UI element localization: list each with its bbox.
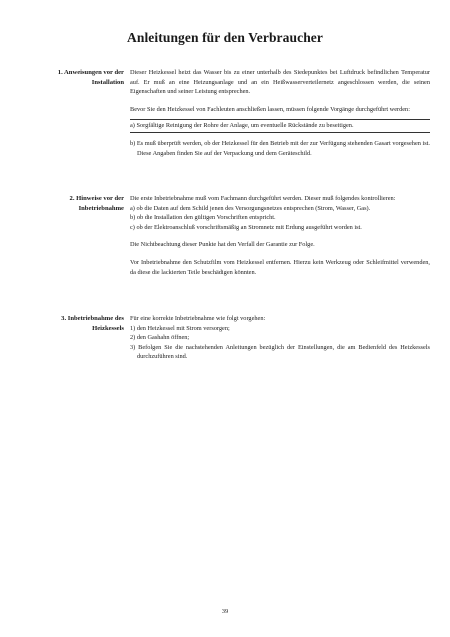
list-item: a) ob die Daten auf dem Schild jenen des Versorgungsnetzes entsprechen (Strom, Wasser, Gas). (130, 204, 371, 212)
section-label-line: Installation (91, 78, 124, 86)
paragraph: Die erste Inbetriebnahme muß vom Fachmann durchgeführt werden. Dieser muß folgendes kontrollieren: (130, 195, 396, 202)
section-label-line: Heizkessels (92, 324, 124, 332)
page-title: Anleitungen für den Verbraucher (127, 30, 323, 45)
section-label-line: 1. Anweisungen vor der (57, 69, 124, 76)
section-label-line: 3. Inbetriebnahme des (61, 315, 124, 322)
section-body (130, 68, 430, 158)
section-body (130, 314, 430, 362)
list-item: b) Es muß überprüft werden, ob der Heizkessel für den Betrieb mit der zur Verfügung stehenden Gasart vorgesehen ist. Diese Angaben finden Sie auf der Verpackung und dem Geräteschild. (130, 139, 430, 157)
list-item: 1) den Heizkessel mit Strom versorgen; (130, 324, 230, 332)
list-item: a) Sorgfältige Reinigung der Rohre der Anlage, um eventuelle Rückstände zu beseitigen. (130, 122, 354, 130)
section-body (130, 194, 430, 277)
list-item: 2) den Gashahn öffnen; (130, 334, 190, 342)
paragraph: Für eine korrekte Inbetriebnahme wie folgt vorgehen: (130, 315, 266, 322)
paragraph: Die Nichtbeachtung dieser Punkte hat den Verfall der Garantie zur Folge. (130, 241, 315, 249)
paragraph: Bevor Sie den Heizkessel von Fachleuten anschließen lassen, müssen folgende Vorgänge durchgeführt werden: (130, 105, 410, 113)
list-item: b) ob die Installation den gültigen Vorschriften entspricht. (130, 214, 276, 222)
page-number: 39 (221, 608, 229, 615)
section-label-line: 2. Hinweise vor der (69, 195, 124, 202)
section-label (18, 314, 124, 333)
section-label-line: Inbetriebnahme (78, 204, 124, 212)
list-item: c) ob der Elektroanschluß vorschriftsmäßig an Stromnetz mit Erdung ausgeführt worden ist. (130, 223, 362, 231)
paragraph: Vor Inbetriebnahme den Schutzfilm vom Heizkessel entfernen. Hierzu kein Werkzeug oder Schleifmittel verwenden, da diese die lackierten Teile beschädigen könnten. (130, 258, 430, 276)
section-label (18, 194, 124, 213)
paragraph: Dieser Heizkessel heizt das Wasser bis zu einer unterhalb des Siedepunktes bei Luftdruck befindlichen Temperatur auf. Er muß an eine Heizungsanlage und an ein Heißwasserverteilernetz angeschlossen werden, die seinen Eigenschaften und seiner Leistung entsprechen. (130, 69, 430, 96)
section-label (18, 68, 124, 87)
list-item: 3) Befolgen Sie die nachstehenden Anleitungen bezüglich der Einstellungen, die am Bedienfeld des Heizkessels durchzuführen sind. (130, 343, 430, 361)
highlighted-item (130, 119, 430, 133)
